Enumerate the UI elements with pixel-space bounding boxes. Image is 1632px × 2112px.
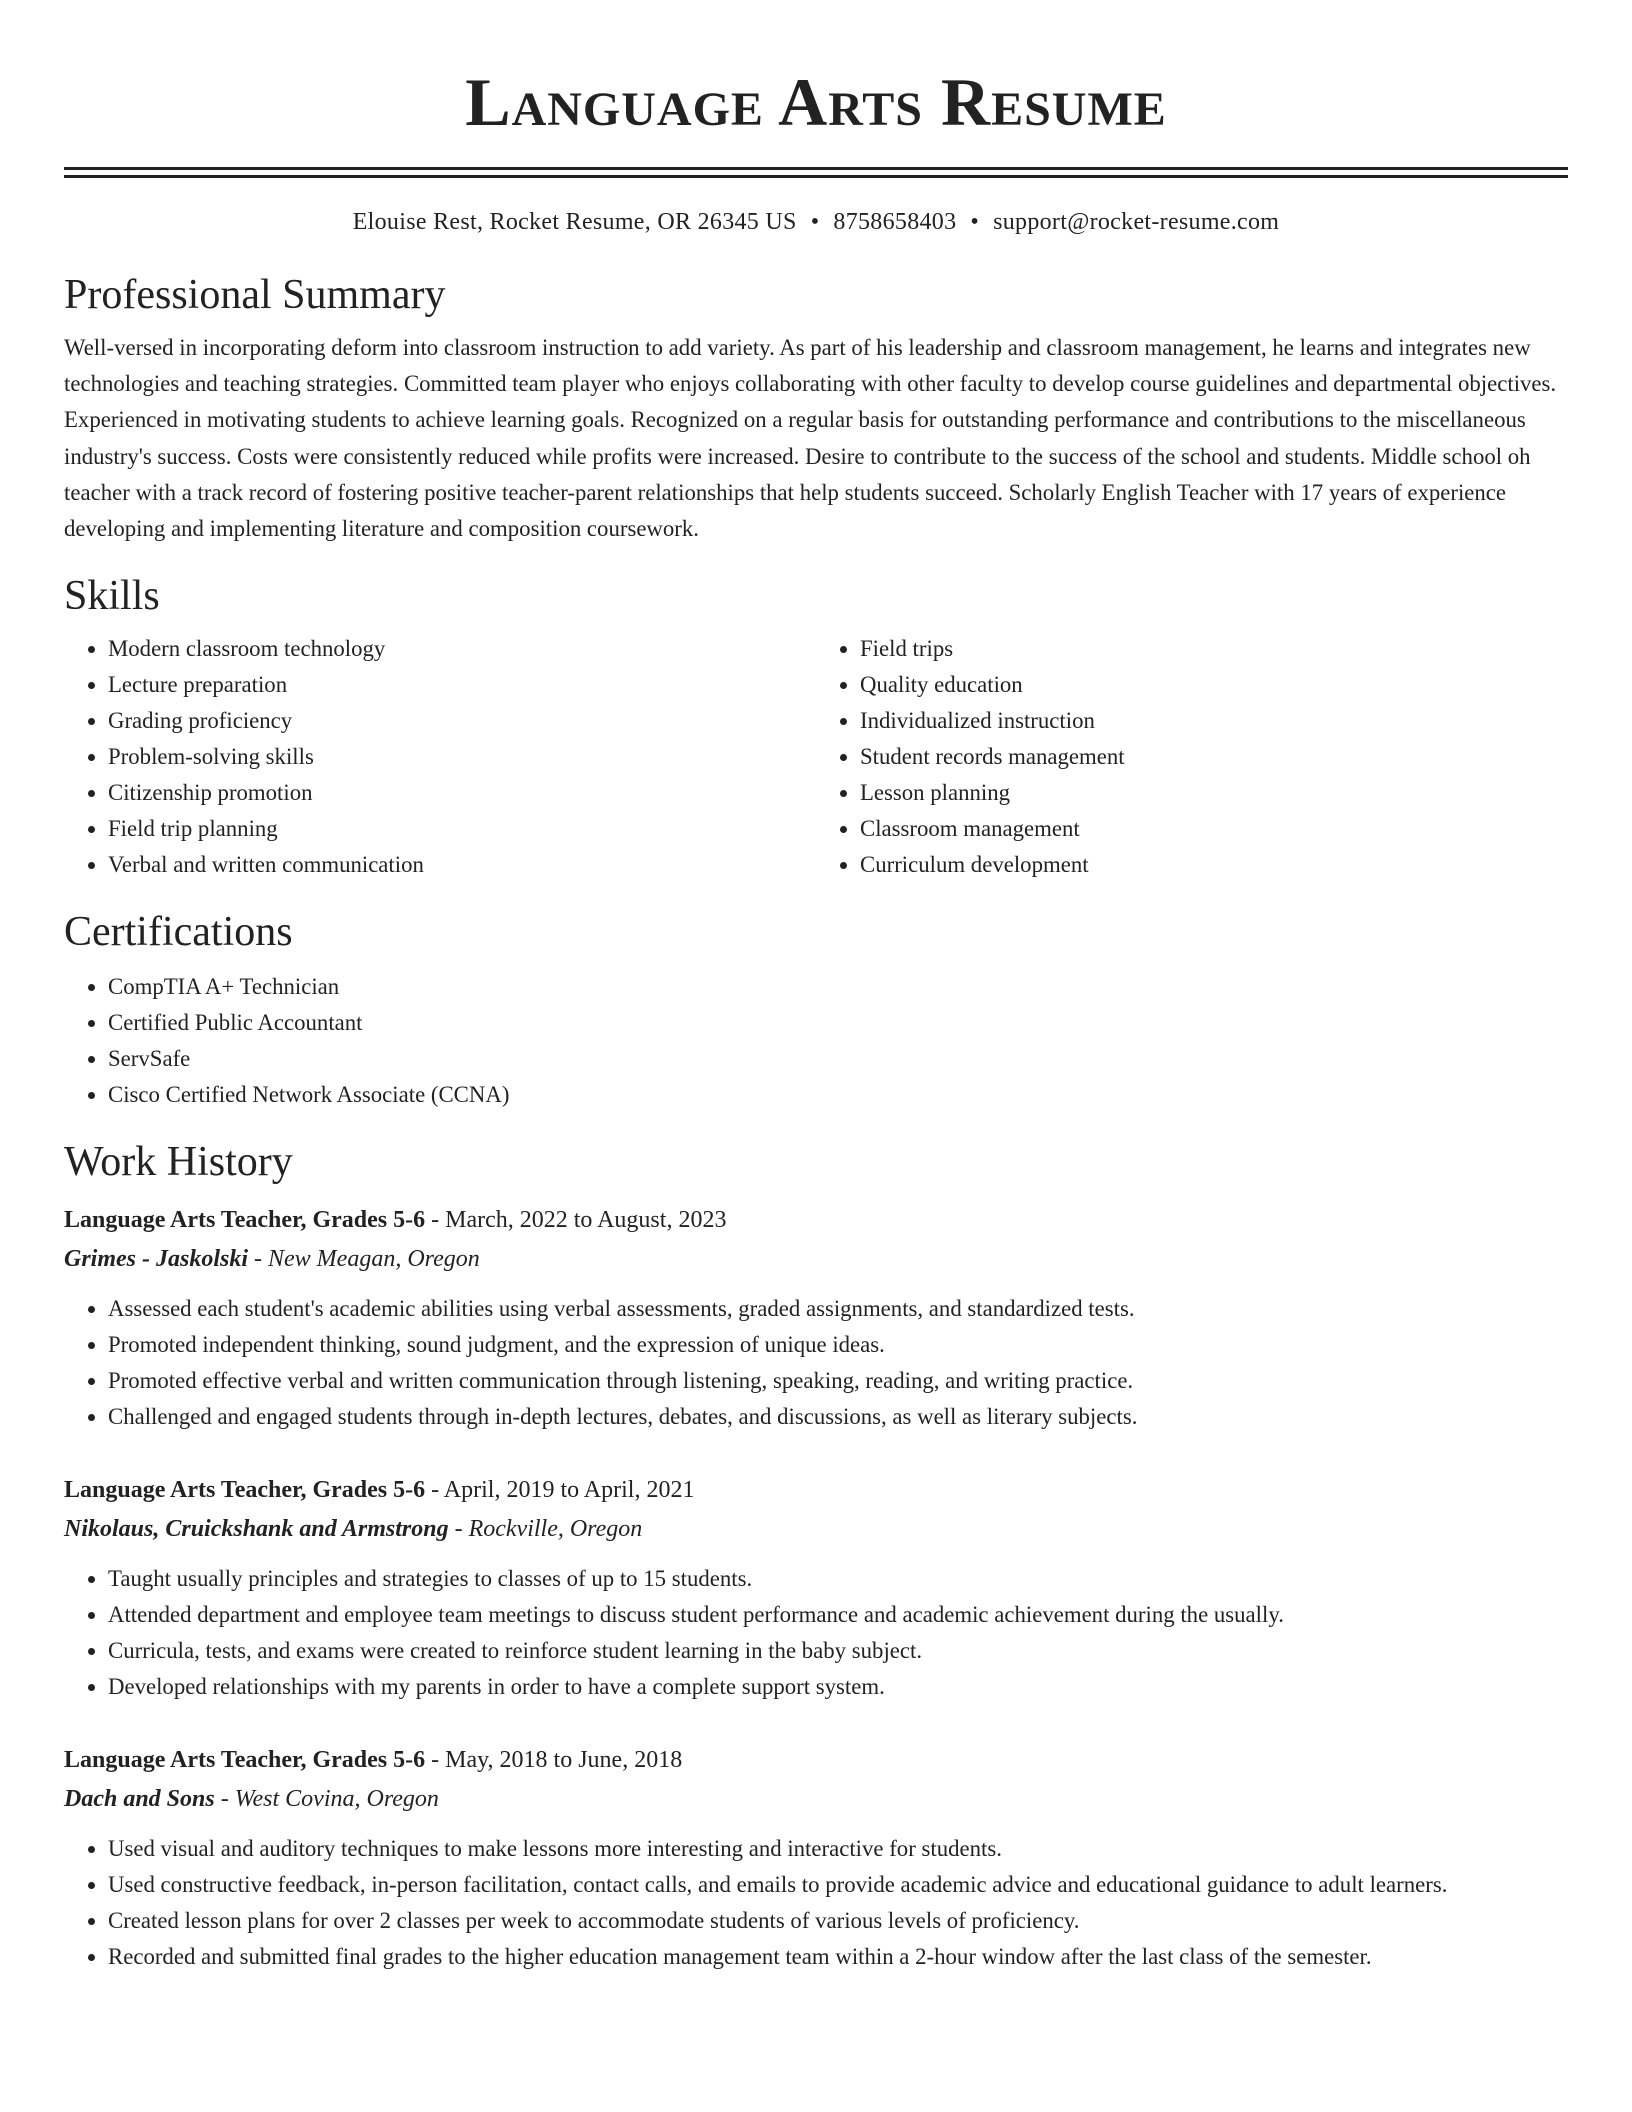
list-item: • Modern classroom technology <box>108 631 816 667</box>
contact-phone: 8758658403 <box>833 209 957 235</box>
section-heading: Skills <box>64 573 160 620</box>
job-location: - New Meagan, Oregon <box>248 1246 480 1273</box>
list-item: • Lecture preparation <box>108 667 816 703</box>
list-item: • Certified Public Accountant <box>108 1005 1568 1041</box>
list-item: • Assessed each student's academic abilities using verbal assessments, graded assignments, and standardized tests. <box>108 1291 1568 1327</box>
skills-section <box>64 571 1568 883</box>
list-item: • Created lesson plans for over 2 classes per week to accommodate students of various levels of proficiency. <box>108 1903 1568 1939</box>
list-item: • Challenged and engaged students through in-depth lectures, debates, and discussions, as well as literary subjects. <box>108 1399 1568 1435</box>
job-company-line <box>64 1509 1568 1549</box>
contact-separator: • <box>810 209 820 235</box>
list-item: • Recorded and submitted final grades to the higher education management team within a 2-hour window after the last class of the semester. <box>108 1939 1568 1975</box>
resume-title: Language Arts Resume <box>465 64 1167 140</box>
list-item: • Used visual and auditory techniques to make lessons more interesting and interactive for students. <box>108 1831 1568 1867</box>
list-item: • Cisco Certified Network Associate (CCNA) <box>108 1077 1568 1113</box>
job-company: Nikolaus, Cruickshank and Armstrong <box>64 1516 449 1543</box>
section-heading: Certifications <box>64 909 293 956</box>
job-title-line <box>64 1741 1568 1779</box>
list-item: • Promoted independent thinking, sound judgment, and the expression of unique ideas. <box>108 1327 1568 1363</box>
list-item: • Classroom management <box>860 811 1568 847</box>
job-company-line <box>64 1779 1568 1819</box>
list-item: • Citizenship promotion <box>108 775 816 811</box>
contact-line <box>64 206 1568 238</box>
job-dates: - May, 2018 to June, 2018 <box>425 1747 683 1774</box>
certifications-list <box>64 969 1568 1113</box>
job-entry <box>64 1741 1568 1975</box>
list-item: • Field trips <box>860 631 1568 667</box>
job-title-line <box>64 1471 1568 1509</box>
list-item: • Taught usually principles and strategies to classes of up to 15 students. <box>108 1561 1568 1597</box>
job-entry <box>64 1471 1568 1705</box>
certifications-section <box>64 907 1568 1113</box>
skills-list-left <box>64 631 816 883</box>
job-bullets <box>64 1291 1568 1435</box>
job-location: - Rockville, Oregon <box>448 1516 643 1543</box>
list-item: • Developed relationships with my parents in order to have a complete support system. <box>108 1669 1568 1705</box>
skills-columns <box>64 631 1568 883</box>
title-double-rule <box>64 167 1568 178</box>
work-history-section <box>64 1137 1568 1975</box>
job-location: - West Covina, Oregon <box>214 1786 439 1813</box>
job-title: Language Arts Teacher, Grades 5-6 <box>64 1207 426 1234</box>
summary-text: Well-versed in incorporating deform into classroom instruction to add variety. As part of his leadership and classroom management, he learns and integrates new technologies and teaching strategies. Committed team player who enjoys collaborating with other faculty to develop course guidelines and departmental objectives. Experienced in motivating students to achieve learning goals. Recognized on a regular basis for outstanding performance and contributions to the miscellaneous industry's success. Costs were consistently reduced while profits were increased. Desire to contribute to the success of the school and students. Middle school oh teacher with a track record of fostering positive teacher-parent relationships that help students succeed. Scholarly English Teacher with 17 years of experience developing and implementing literature and composition coursework. <box>64 335 1557 542</box>
job-title-line <box>64 1201 1568 1239</box>
list-item: • Curricula, tests, and exams were created to reinforce student learning in the baby subject. <box>108 1633 1568 1669</box>
job-title: Language Arts Teacher, Grades 5-6 <box>64 1477 426 1504</box>
job-company: Dach and Sons <box>64 1786 215 1813</box>
contact-email: support@rocket-resume.com <box>993 209 1280 235</box>
list-item: • Used constructive feedback, in-person facilitation, contact calls, and emails to provide academic advice and educational guidance to adult learners. <box>108 1867 1568 1903</box>
list-item: • Verbal and written communication <box>108 847 816 883</box>
list-item: • Curriculum development <box>860 847 1568 883</box>
list-item: • Promoted effective verbal and written communication through listening, speaking, reading, and writing practice. <box>108 1363 1568 1399</box>
job-company: Grimes - Jaskolski <box>64 1246 249 1273</box>
list-item: • Quality education <box>860 667 1568 703</box>
job-dates: - April, 2019 to April, 2021 <box>425 1477 695 1504</box>
list-item: • ServSafe <box>108 1041 1568 1077</box>
list-item: • Student records management <box>860 739 1568 775</box>
skills-list-right <box>816 631 1568 883</box>
list-item: • Problem-solving skills <box>108 739 816 775</box>
list-item: • Individualized instruction <box>860 703 1568 739</box>
professional-summary-section <box>64 270 1568 547</box>
job-title: Language Arts Teacher, Grades 5-6 <box>64 1747 426 1774</box>
contact-address: Elouise Rest, Rocket Resume, OR 26345 US <box>352 209 797 235</box>
job-company-line <box>64 1239 1568 1279</box>
list-item: • CompTIA A+ Technician <box>108 969 1568 1005</box>
contact-separator: • <box>970 209 980 235</box>
job-dates: - March, 2022 to August, 2023 <box>425 1207 727 1234</box>
list-item: • Lesson planning <box>860 775 1568 811</box>
section-heading: Work History <box>64 1139 293 1186</box>
section-heading: Professional Summary <box>64 272 446 318</box>
list-item: • Attended department and employee team meetings to discuss student performance and academic achievement during the usually. <box>108 1597 1568 1633</box>
list-item: • Grading proficiency <box>108 703 816 739</box>
job-bullets <box>64 1831 1568 1975</box>
job-entry <box>64 1201 1568 1435</box>
list-item: • Field trip planning <box>108 811 816 847</box>
job-bullets <box>64 1561 1568 1705</box>
